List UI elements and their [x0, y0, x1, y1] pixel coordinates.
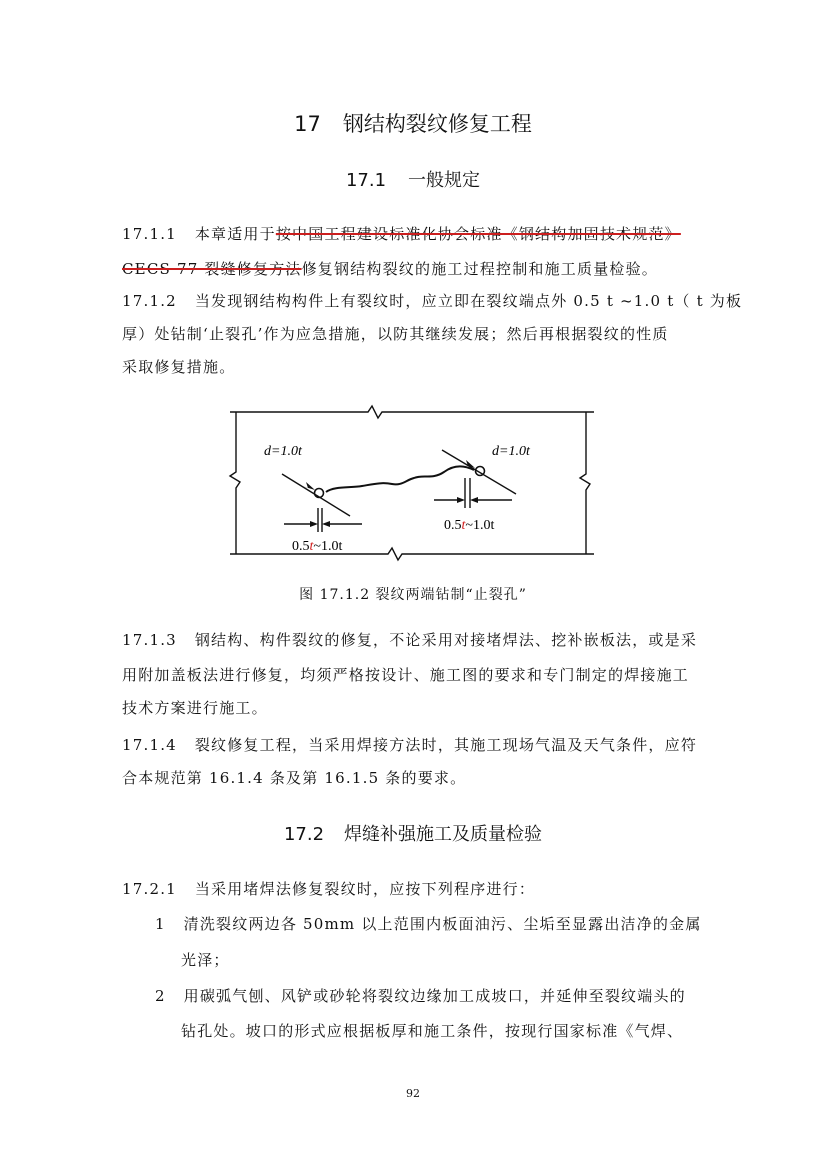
figure-caption: 图 17.1.2 裂纹两端钻制“止裂孔”	[299, 587, 527, 603]
section-number: 17.2	[283, 824, 325, 845]
section-title: 一般规定	[408, 170, 481, 191]
clause-number: 17.1.3	[122, 631, 177, 649]
dimension-label-left: 0.5t~1.0t	[292, 539, 343, 554]
clause-number: 17.1.2	[122, 292, 177, 310]
clause-17-1-1	[122, 216, 681, 253]
section-title: 焊缝补强施工及质量检验	[344, 824, 543, 845]
list-item-text: 用碳弧气刨、风铲或砂轮将裂纹边缘加工成坡口，并延伸至裂纹端头的	[183, 987, 686, 1005]
leader-left	[282, 474, 350, 516]
plate-top-edge	[230, 406, 594, 418]
chapter-title	[0, 108, 826, 138]
clause-17-1-3-line3: 技术方案进行施工。	[122, 699, 268, 717]
clause-number: 17.2.1	[122, 880, 177, 898]
label-diameter-right: d=1.0t	[492, 444, 530, 459]
dimension-label-right: 0.5t~1.0t	[444, 518, 495, 533]
crack-line	[326, 466, 474, 492]
chapter-number: 17	[294, 112, 321, 136]
section-number: 17.1	[345, 170, 387, 191]
clause-number: 17.1.1	[122, 225, 177, 243]
clause-text: 当采用堵焊法修复裂纹时，应按下列程序进行：	[194, 880, 536, 898]
clause-17-2-1	[122, 871, 535, 908]
list-item-continuation: 钻孔处。坡口的形式应根据板厚和施工条件，按现行国家标准《气焊、	[181, 1022, 684, 1040]
clause-text: 当发现钢结构构件上有裂纹时，应立即在裂纹端点外 0.5 t ~1.0 t（ t 为板	[194, 292, 743, 310]
list-item-text: 清洗裂纹两边各 50mm 以上范围内板面油污、尘垢至显露出洁净的金属	[183, 915, 702, 933]
list-item	[155, 978, 686, 1015]
plate-left-edge	[230, 412, 240, 554]
clause-text: 本章适用于	[194, 225, 276, 243]
clause-17-1-2-line3: 采取修复措施。	[122, 358, 236, 376]
section-heading-17-2	[0, 820, 826, 846]
struck-text: 按中国工程建设标准化协会标准《钢结构加固技术规范》	[275, 225, 681, 243]
clause-17-1-2-line2: 厚）处钻制‘止裂孔’作为应急措施，以防其继续发展；然后再根据裂纹的性质	[122, 325, 669, 343]
list-item-number: 1	[155, 915, 166, 933]
label-diameter-left: d=1.0t	[264, 444, 302, 459]
plate-bottom-edge	[230, 548, 594, 560]
plate-right-edge	[580, 412, 590, 554]
figure-crack-arrest-holes	[222, 404, 602, 566]
clause-text: 修复钢结构裂纹的施工过程控制和施工质量检验。	[301, 260, 659, 278]
section-heading-17-1	[0, 166, 826, 192]
clause-text: 裂纹修复工程，当采用焊接方法时，其施工现场气温及天气条件，应符	[194, 736, 698, 754]
clause-text: 钢结构、构件裂纹的修复，不论采用对接堵焊法、挖补嵌板法，或是采	[194, 631, 698, 649]
clause-17-1-3	[122, 622, 697, 659]
chapter-title-text: 钢结构裂纹修复工程	[342, 112, 532, 136]
clause-17-1-2	[122, 283, 742, 320]
clause-number: 17.1.4	[122, 736, 177, 754]
struck-text: CECS 77 裂缝修复方法	[122, 260, 302, 278]
list-item-number: 2	[155, 987, 166, 1005]
page-number: 92	[406, 1087, 420, 1100]
clause-17-1-4-line2: 合本规范第 16.1.4 条及第 16.1.5 条的要求。	[122, 769, 467, 787]
list-item	[155, 906, 702, 943]
clause-17-1-4	[122, 727, 697, 764]
clause-17-1-3-line2: 用附加盖板法进行修复，均须严格按设计、施工图的要求和专门制定的焊接施工	[122, 666, 690, 684]
list-item-continuation: 光泽；	[181, 951, 230, 969]
